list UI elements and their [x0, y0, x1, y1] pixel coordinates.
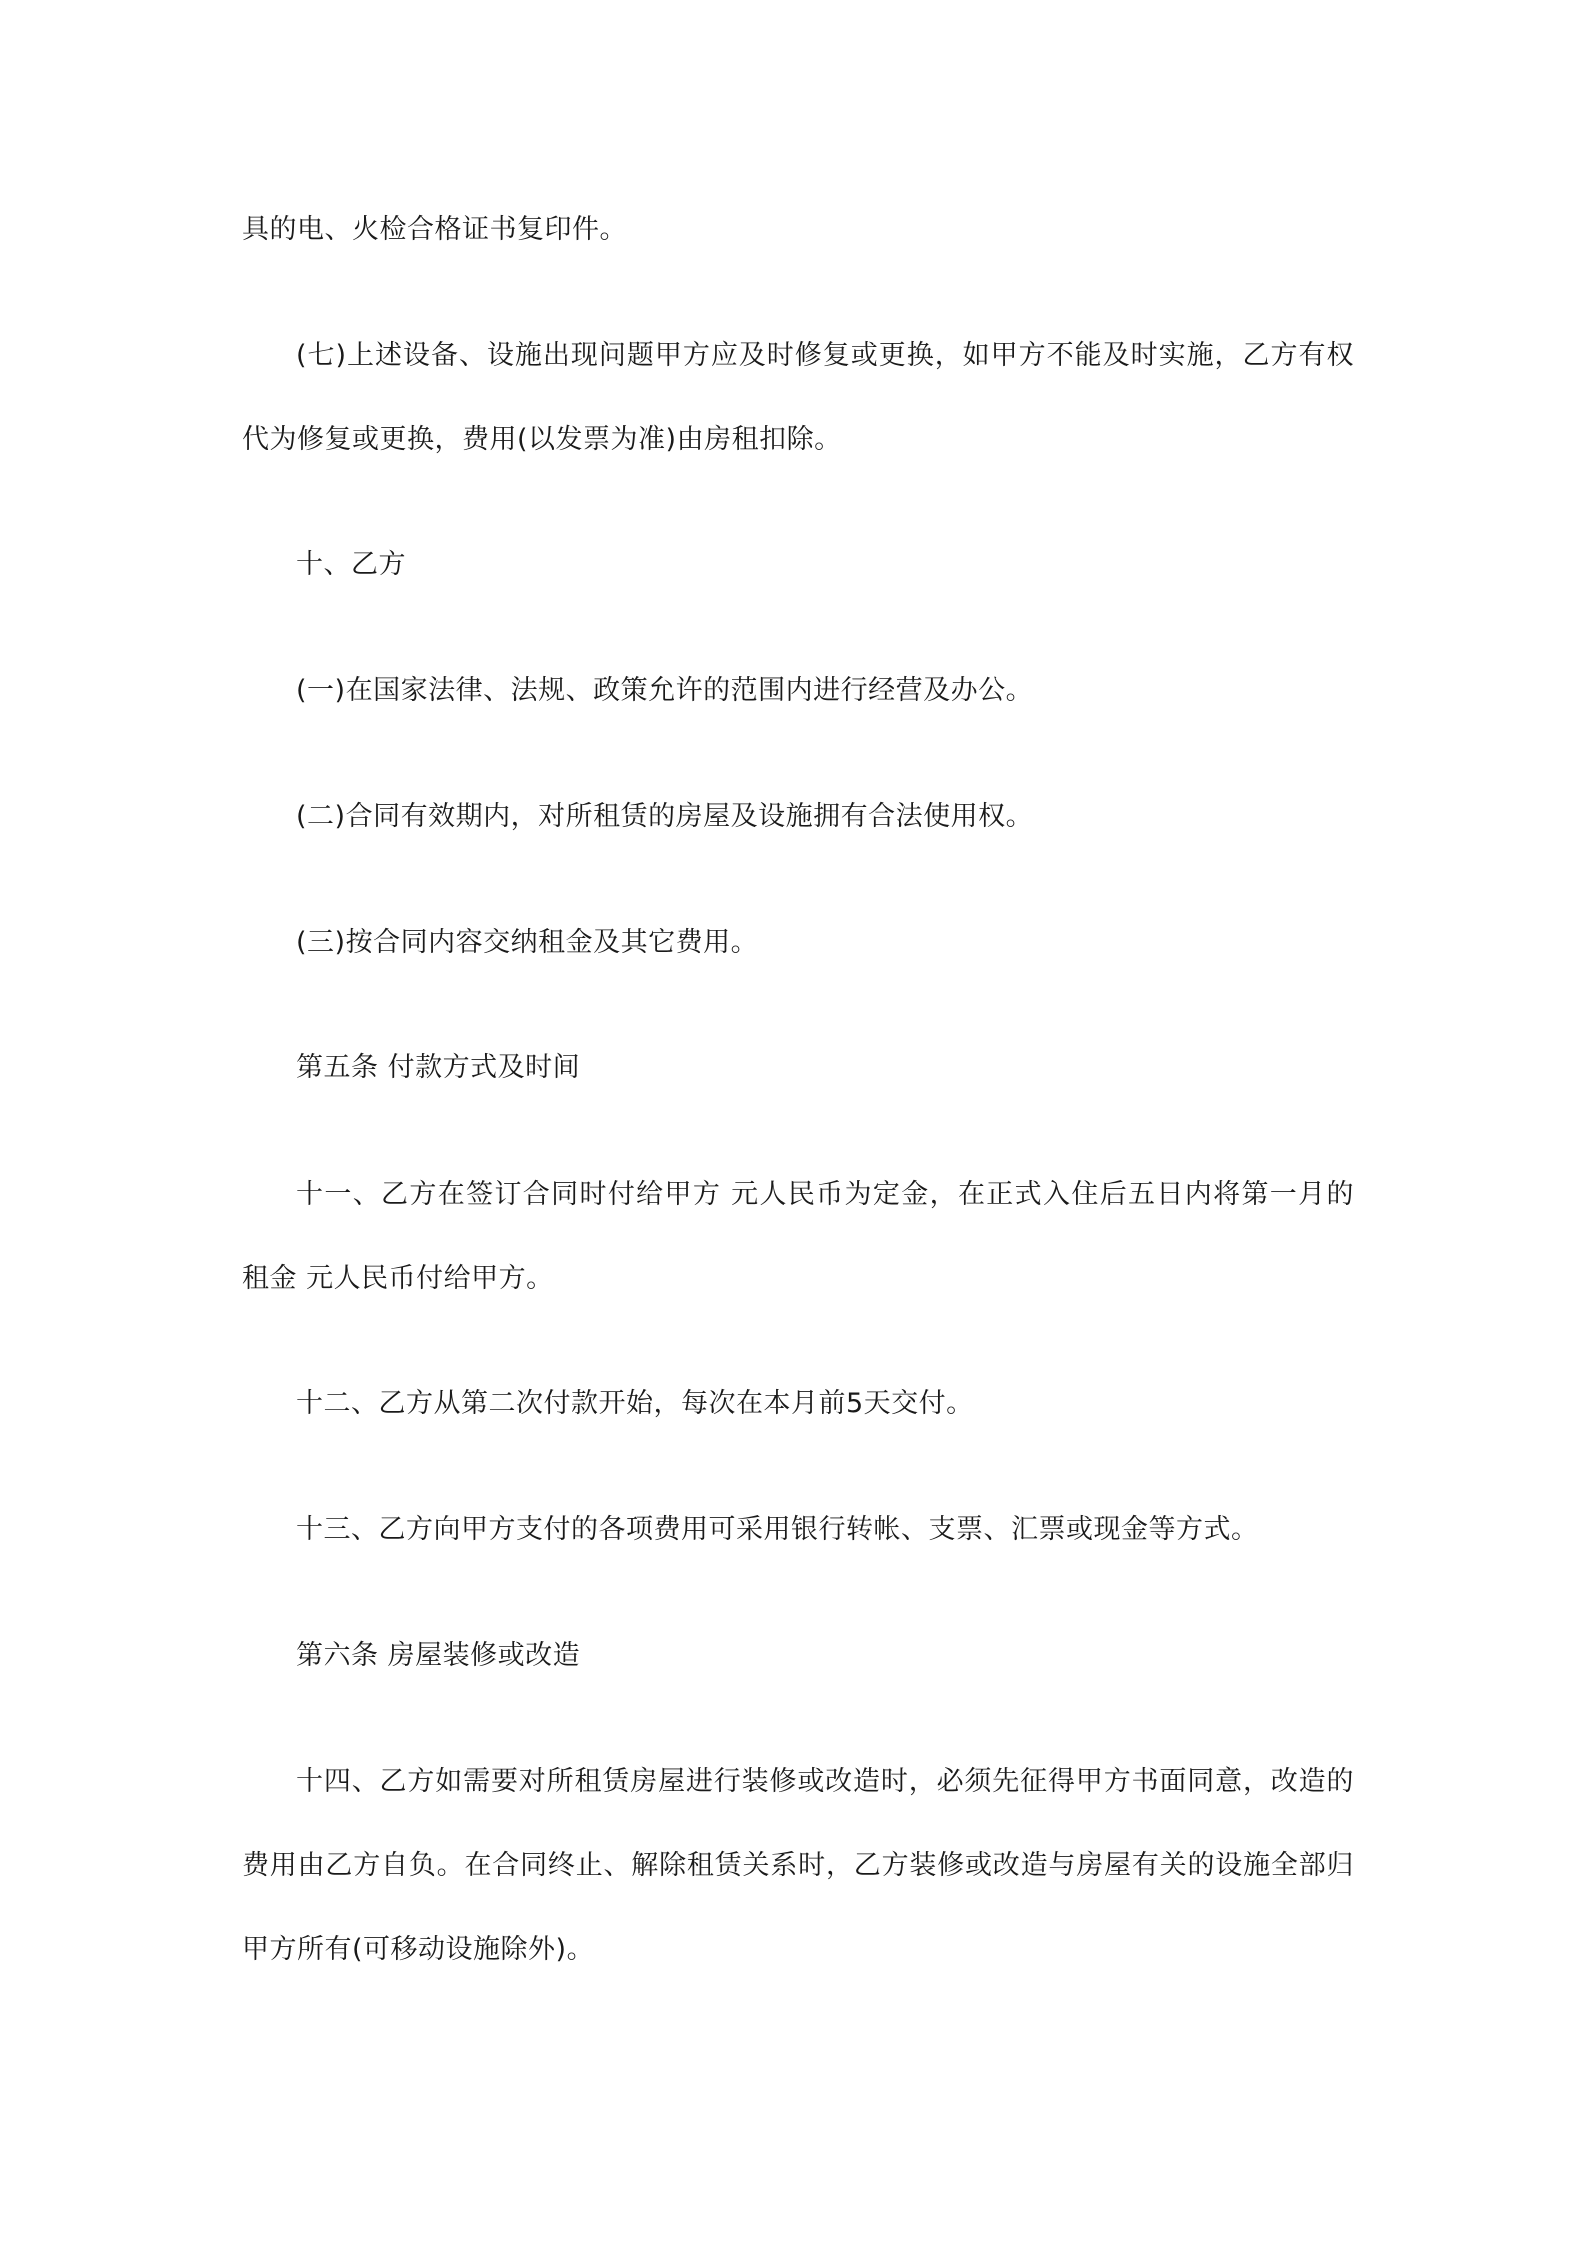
article-heading: 第六条 房屋装修或改造 [296, 1640, 581, 1671]
paragraph-line: (七)上述设备、设施出现问题甲方应及时修复或更换，如甲方不能及时实施，乙方有权 [296, 340, 1354, 371]
paragraph-line: 代为修复或更换，费用(以发票为准)由房租扣除。 [242, 424, 842, 455]
paragraph-line: 费用由乙方自负。在合同终止、解除租赁关系时，乙方装修或改造与房屋有关的设施全部归 [242, 1850, 1354, 1881]
paragraph-line: 甲方所有(可移动设施除外)。 [242, 1934, 595, 1965]
section-heading: 十、乙方 [296, 549, 406, 580]
paragraph-line: 十四、乙方如需要对所租赁房屋进行装修或改造时，必须先征得甲方书面同意，改造的 [296, 1766, 1354, 1797]
paragraph-line: (一)在国家法律、法规、政策允许的范围内进行经营及办公。 [296, 675, 1034, 706]
paragraph-line: 十一、乙方在签订合同时付给甲方 元人民币为定金，在正式入住后五日内将第一月的 [296, 1179, 1354, 1210]
paragraph-line: 具的电、火检合格证书复印件。 [242, 214, 627, 245]
paragraph-line: (二)合同有效期内，对所租赁的房屋及设施拥有合法使用权。 [296, 801, 1034, 832]
paragraph-line: (三)按合同内容交纳租金及其它费用。 [296, 927, 759, 958]
paragraph-line: 十三、乙方向甲方支付的各项费用可采用银行转帐、支票、汇票或现金等方式。 [296, 1514, 1259, 1545]
article-heading: 第五条 付款方式及时间 [296, 1052, 581, 1083]
paragraph-line: 租金 元人民币付给甲方。 [242, 1263, 554, 1294]
paragraph-line: 十二、乙方从第二次付款开始，每次在本月前5天交付。 [296, 1388, 974, 1419]
